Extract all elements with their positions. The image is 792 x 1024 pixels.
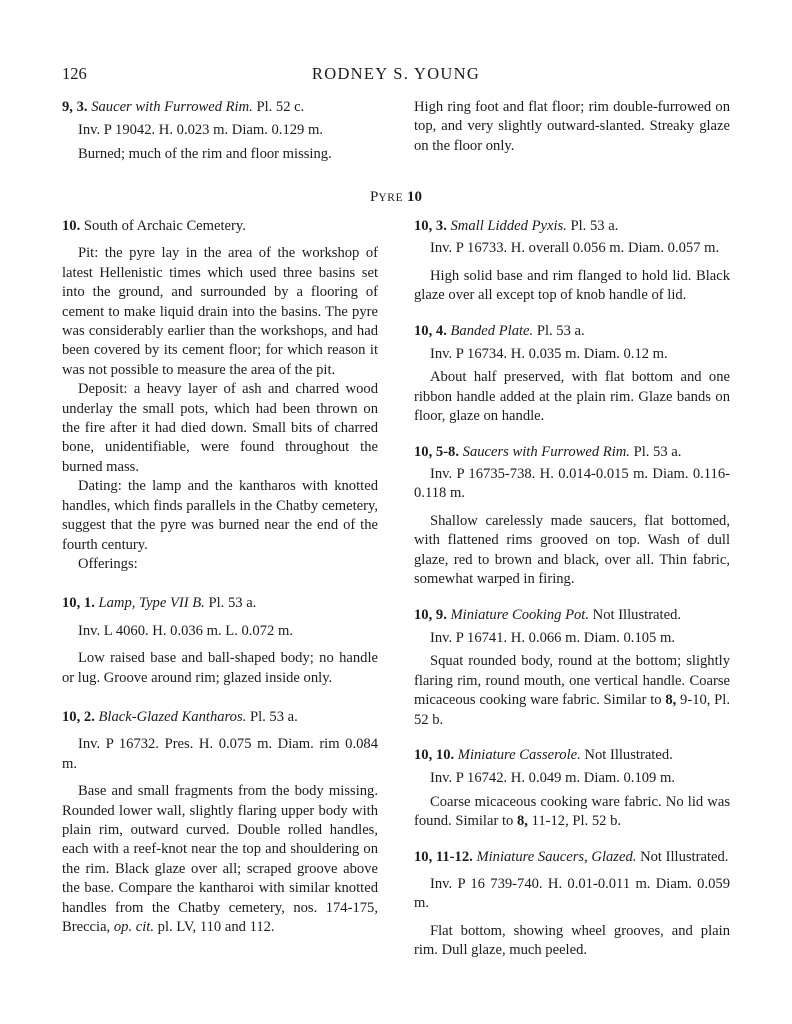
entry-title: Miniature Saucers, Glazed. xyxy=(476,848,637,865)
section-label-rest: YRE xyxy=(378,192,404,204)
entry-inventory: Inv. P 16735-738. H. 0.014-0.015 m. Diam. 0.116-0.118 m. xyxy=(414,466,730,502)
pyre-pit: Pit: the pyre lay in the area of the workshop of latest Hellenistic times which used three basins set into the ground, and surrounded by a flooring of cement to make liquid drain into the basins. The pyre was considerably earlier than the workshops, and had been covered by its cement floor; for which reason it was not possible to measure the area of the pit. xyxy=(62,245,378,378)
description-text: Squat rounded body, round at the bottom; slightly flaring rim, round mouth, one vertical handle. Coarse micaceous cooking ware fabric. Similar to xyxy=(414,653,730,709)
entry-description xyxy=(62,782,378,937)
entry-heading xyxy=(414,322,730,341)
entry-title: Saucers with Furrowed Rim. xyxy=(462,443,630,460)
entry-description: High solid base and rim flanged to hold lid. Black glaze over all except top of knob handle of lid. xyxy=(414,267,730,304)
entry-inventory: Inv. P 16733. H. overall 0.056 m. Diam. 0.057 m. xyxy=(430,240,720,257)
description-text: Base and small fragments from the body missing. Rounded lower wall, slightly flaring upper body with plain rim, outward curved. Double rolled handles, each with a reef-knot near the top and shouldering on the rim. Black glaze over all; scraped groove above the base. Compare the kantharoi with similar knotted handles from the Chatby cemetery, nos. 174-175, Breccia, xyxy=(62,783,378,935)
entry-inventory: Inv. P 16734. H. 0.035 m. Diam. 0.12 m. xyxy=(430,346,668,363)
entry-plate: Pl. 52 c. xyxy=(256,99,305,115)
pyre-dating: Dating: the lamp and the kantharos with knotted handles, which finds parallels in the Chatby cemetery, suggest that the pyre was burned near the end of the fourth century. xyxy=(62,478,378,553)
entry-title: Black-Glazed Kantharos. xyxy=(98,708,247,725)
pyre-offerings: Offerings: xyxy=(78,555,138,572)
pyre-location xyxy=(62,217,378,236)
entry-heading xyxy=(414,606,730,625)
entry-plate: Pl. 53 a. xyxy=(208,595,257,612)
entry-description: Low raised base and ball-shaped body; no handle or lug. Groove around rim; glazed inside only. xyxy=(62,650,378,686)
entry-heading xyxy=(414,746,730,765)
entry-description: Flat bottom, showing wheel grooves, and plain rim. Dull glaze, much peeled. xyxy=(414,922,730,959)
entry-number: 10, 3. xyxy=(414,218,447,234)
pyre-location-number: 10. xyxy=(62,218,81,234)
entry-description: High ring foot and flat floor; rim double-furrowed on top, and very slightly outward-slanted. Streaky glaze on the floor only. xyxy=(414,99,730,154)
entry-title: Saucer with Furrowed Rim. xyxy=(91,99,253,115)
page-number: 126 xyxy=(62,64,87,83)
reference-number: 8, xyxy=(665,692,677,709)
entry-inventory: Inv. P 16 739-740. H. 0.01-0.011 m. Diam. 0.059 m. xyxy=(414,875,730,912)
description-text: Coarse micaceous cooking ware fabric. No lid was found. Similar to xyxy=(414,793,730,830)
entry-number: 10, 1. xyxy=(62,595,95,612)
reference-text: 11-12, Pl. 52 b. xyxy=(531,813,622,830)
entry-description: Shallow carelessly made saucers, flat bottomed, with flattened rims grooved on top. Wash of dull glaze, red to brown and black, over all. Thin fabric, somewhat warped in firing. xyxy=(414,512,730,588)
right-column xyxy=(414,217,730,961)
entry-plate: Pl. 53 a. xyxy=(249,708,298,725)
entry-inventory: Inv. L 4060. H. 0.036 m. L. 0.072 m. xyxy=(78,622,293,639)
entry-title: Banded Plate. xyxy=(450,322,534,339)
entry-description: About half preserved, with flat bottom and one ribbon handle added at the plain rim. Glaze bands on floor, glaze on handle. xyxy=(414,369,730,425)
entry-plate: Not Illustrated. xyxy=(640,848,729,865)
entry-plate: Not Illustrated. xyxy=(592,606,682,623)
entry-title: Small Lidded Pyxis. xyxy=(450,218,567,234)
entry-heading xyxy=(62,594,378,613)
section-label-first: P xyxy=(370,189,379,205)
entry-heading xyxy=(62,98,380,117)
pyre-deposit: Deposit: a heavy layer of ash and charred wood underlay the small pots, which had been thrown on the fire after it had died down. Small bits of charred bone, unidentifiable, were found throughout the burned mass. xyxy=(62,381,378,475)
entry-description xyxy=(414,793,730,832)
entry-condition: Burned; much of the rim and floor missing. xyxy=(78,145,332,162)
entry-heading xyxy=(62,708,378,727)
entry-title: Miniature Casserole. xyxy=(457,746,581,763)
pyre-location-text: South of Archaic Cemetery. xyxy=(83,218,246,234)
entry-number: 10, 2. xyxy=(62,708,95,725)
entry-inventory: Inv. P 16732. Pres. H. 0.075 m. Diam. rim 0.084 m. xyxy=(62,736,378,772)
entry-number: 10, 9. xyxy=(414,606,447,623)
entry-inventory: Inv. P 16741. H. 0.066 m. Diam. 0.105 m. xyxy=(430,629,675,646)
entry-title: Lamp, Type VII B. xyxy=(98,595,205,612)
top-entry-right xyxy=(414,98,730,156)
entry-heading xyxy=(414,848,730,867)
entry-title: Miniature Cooking Pot. xyxy=(450,606,589,623)
entry-heading xyxy=(414,443,730,462)
entry-plate: Not Illustrated. xyxy=(584,746,673,763)
running-head: RODNEY S. YOUNG xyxy=(311,64,481,83)
entry-number: 9, 3. xyxy=(62,99,88,115)
entry-inventory: Inv. P 16742. H. 0.049 m. Diam. 0.109 m. xyxy=(430,770,675,787)
entry-number: 10, 10. xyxy=(414,746,455,763)
description-text: pl. LV, 110 and 112. xyxy=(157,919,275,935)
top-entry-left xyxy=(62,98,380,164)
entry-number: 10, 5-8. xyxy=(414,443,459,460)
entry-number: 10, 11-12. xyxy=(414,848,473,865)
section-number: 10 xyxy=(406,189,422,205)
reference-text: 9-10, Pl. 52 b. xyxy=(414,692,730,728)
entry-plate: Pl. 53 a. xyxy=(633,443,682,460)
entry-plate: Pl. 53 a. xyxy=(536,322,585,339)
section-title xyxy=(0,189,792,206)
entry-description xyxy=(414,652,730,730)
reference-number: 8, xyxy=(516,813,528,830)
entry-heading xyxy=(414,217,730,236)
entry-inventory: Inv. P 19042. H. 0.023 m. Diam. 0.129 m. xyxy=(78,122,323,139)
entry-plate: Pl. 53 a. xyxy=(570,218,619,234)
left-column xyxy=(62,217,378,937)
description-citation: op. cit. xyxy=(113,919,155,935)
entry-number: 10, 4. xyxy=(414,322,447,339)
